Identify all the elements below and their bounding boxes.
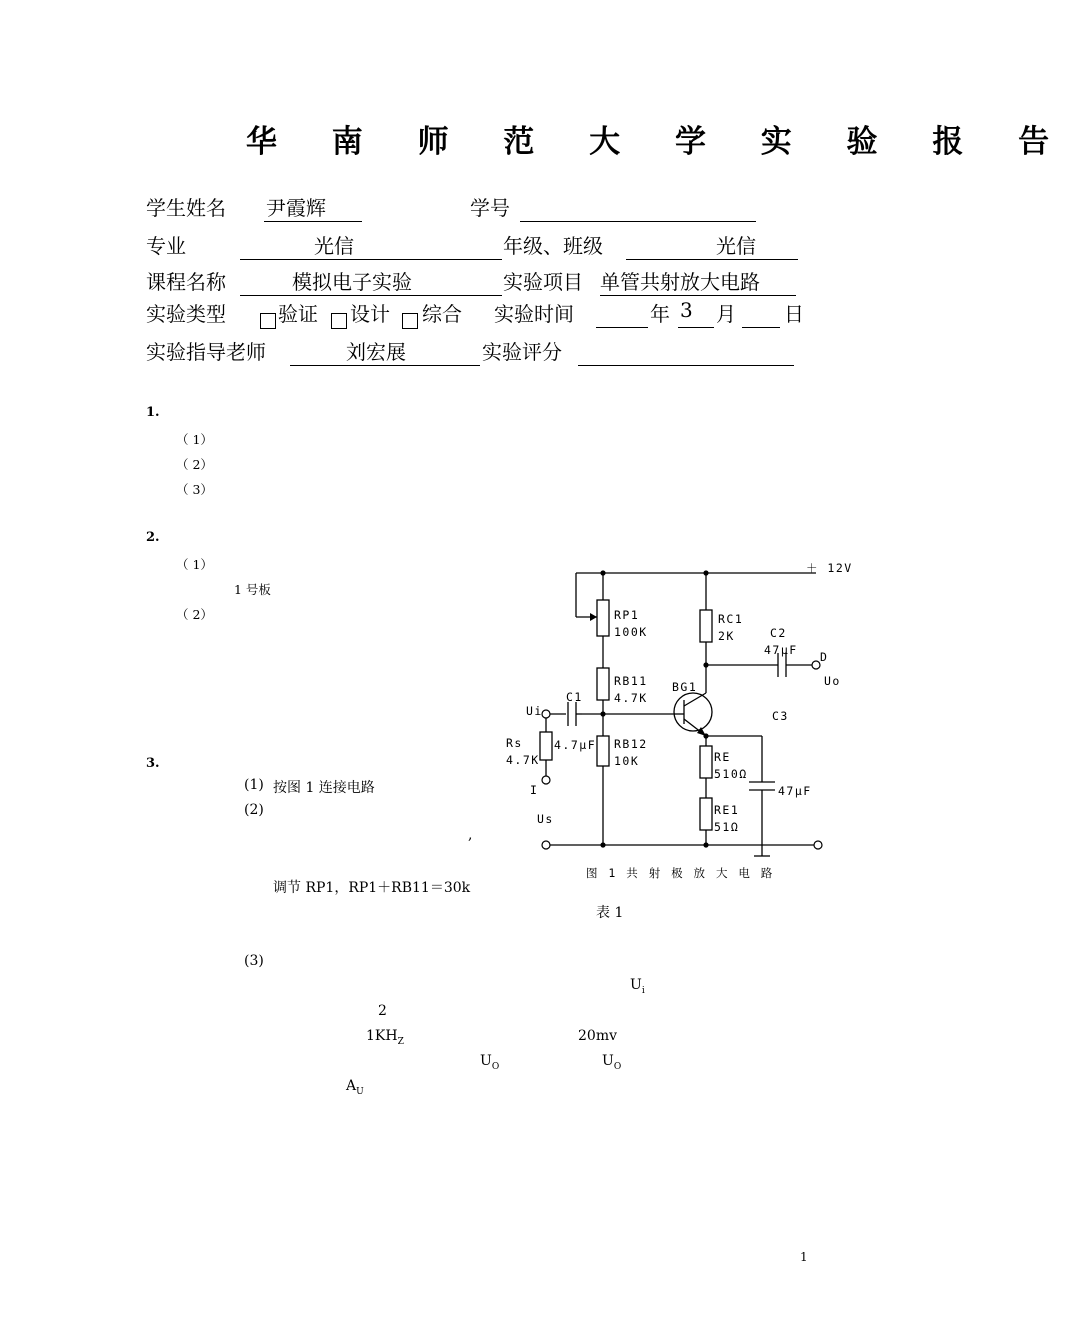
type-label: 实验类型	[146, 302, 226, 326]
figure-caption: 图 1 共 射 极 放 大 电 路	[586, 866, 775, 880]
teacher-label: 实验指导老师	[146, 340, 266, 364]
re1-value: 51Ω	[714, 820, 740, 834]
d-terminal-label: D	[820, 650, 829, 664]
section-2-item-1: （ 1）	[176, 557, 213, 572]
re1-label: RE1	[714, 803, 740, 817]
rb11-label: RB11	[614, 674, 648, 688]
rs-resistor	[540, 732, 552, 760]
section-1-item-3: （ 3）	[176, 482, 213, 497]
major-label: 专业	[146, 234, 186, 258]
teacher-value: 刘宏展	[346, 340, 406, 364]
uo-label: Uo	[824, 674, 841, 688]
re-resistor	[700, 746, 712, 778]
time-label: 实验时间	[494, 302, 574, 326]
report-title: 华 南 师 范 大 学 实 验 报 告	[246, 124, 1071, 160]
type-option-comprehensive: 综合	[422, 302, 462, 326]
rb11-resistor	[597, 668, 609, 700]
c1-label: C1	[566, 690, 583, 704]
section-3-number: 3.	[146, 756, 160, 771]
grade-class-label: 年级、班级	[503, 234, 603, 258]
c3-label: C3	[772, 709, 789, 723]
section-1-number: 1.	[146, 405, 160, 420]
rs-value: 4.7K	[506, 753, 540, 767]
rb12-resistor	[597, 736, 609, 766]
rp1-resistor	[597, 600, 609, 636]
section-3-step-1-text: 按图 1 连接电路	[273, 780, 375, 796]
symbol-uo-1: $U_O$	[480, 1053, 500, 1072]
section-3-step-3: (3)	[244, 953, 264, 969]
i-label: I	[530, 783, 539, 797]
c1-value: 4.7μF	[554, 738, 597, 752]
symbol-ui: $U_i$	[630, 977, 645, 996]
re-label: RE	[714, 750, 731, 764]
c2-value: 47μF	[764, 643, 798, 657]
rc1-label: RC1	[718, 612, 744, 626]
rp1-label: RP1	[614, 608, 640, 622]
c2-label: C2	[770, 626, 787, 640]
project-label: 实验项目	[503, 270, 583, 294]
section-2-item-2: （ 2）	[176, 607, 213, 622]
rc1-resistor	[700, 610, 712, 642]
score-label: 实验评分	[482, 340, 562, 364]
ui-label: Ui	[526, 704, 543, 718]
student-name-value: 尹霞辉	[266, 196, 326, 220]
re-value: 510Ω	[714, 767, 748, 781]
course-label: 课程名称	[146, 270, 226, 294]
section-3-step-2: (2)	[244, 802, 264, 818]
rc1-value: 2K	[718, 629, 735, 643]
us-label: Us	[537, 812, 554, 826]
section-3-comma: ,	[468, 827, 473, 843]
major-value: 光信	[314, 234, 354, 258]
project-value: 单管共射放大电路	[600, 270, 760, 294]
rb12-label: RB12	[614, 737, 648, 751]
symbol-uo-2: $U_O$	[602, 1053, 622, 1072]
grade-class-value: 光信	[716, 234, 756, 258]
student-name-label: 学生姓名	[146, 196, 226, 220]
vcc-label: ＋ 12V	[806, 561, 853, 575]
rs-label: Rs	[506, 736, 523, 750]
year-label: 年	[650, 302, 670, 326]
month-label: 月	[716, 302, 736, 326]
section-3-fig-ref: 表 1	[596, 905, 624, 921]
fig-2-ref: 2	[378, 1003, 387, 1019]
section-2-number: 2.	[146, 530, 160, 545]
student-id-label: 学号	[470, 196, 510, 220]
ce-value: 47μF	[778, 784, 812, 798]
section-1-item-1: （ 1）	[176, 432, 213, 447]
type-option-design: 设计	[350, 302, 390, 326]
section-2-item-1-sub: 1 号板	[234, 582, 271, 597]
section-1-item-2: （ 2）	[176, 457, 213, 472]
section-3-step-1: (1)	[244, 777, 264, 793]
re1-resistor	[700, 798, 712, 830]
day-label: 日	[784, 302, 804, 326]
section-3-bullet-rp: 调节 RP1，RP1＋RB11＝30k	[273, 880, 471, 896]
frequency-value: $1KH_Z$	[366, 1028, 404, 1047]
amplitude-value: 20mv	[578, 1028, 617, 1044]
bg1-label: BG1	[672, 680, 698, 694]
rb11-value: 4.7K	[614, 691, 648, 705]
type-option-verify: 验证	[278, 302, 318, 326]
rb12-value: 10K	[614, 754, 640, 768]
symbol-au: $A_U$	[346, 1078, 364, 1097]
page-number: 1	[800, 1250, 808, 1264]
course-value: 模拟电子实验	[292, 270, 412, 294]
rp1-value: 100K	[614, 625, 648, 639]
month-value: 3	[680, 298, 693, 322]
